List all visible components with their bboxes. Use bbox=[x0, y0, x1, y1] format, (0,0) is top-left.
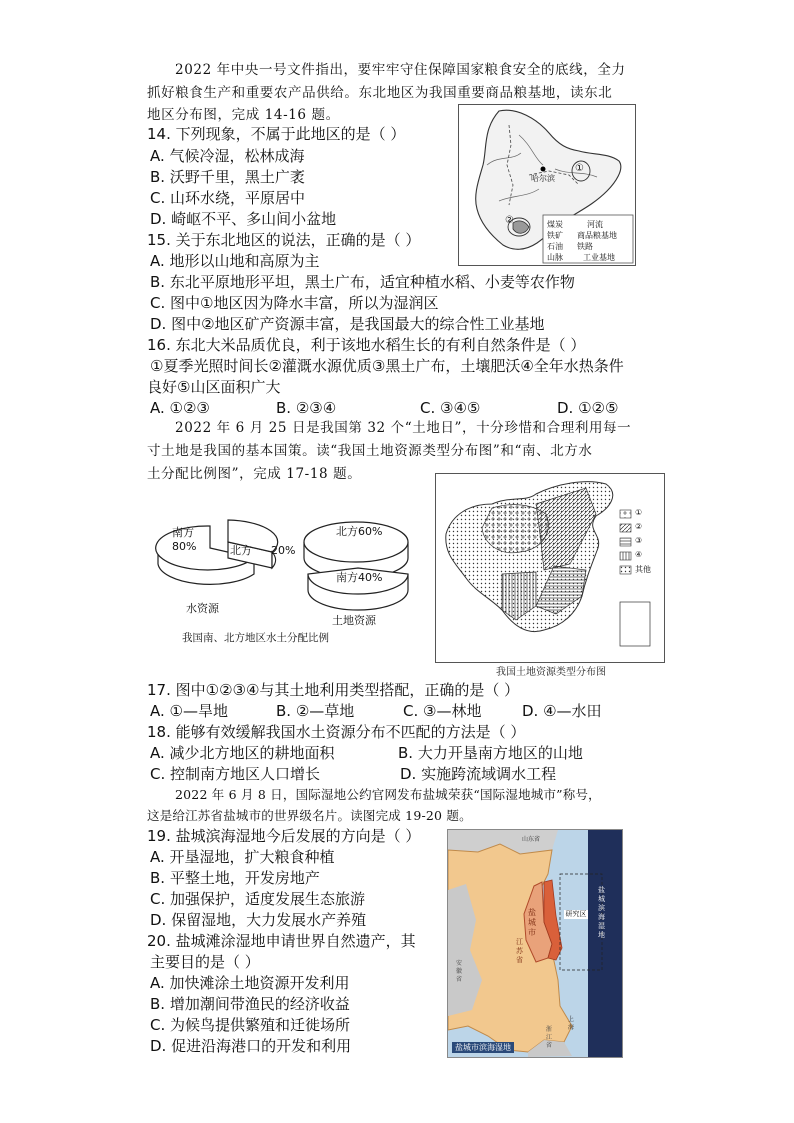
region-1-label: ① bbox=[575, 163, 584, 174]
q20-stem-line2: 主要目的是（ ） bbox=[150, 953, 260, 971]
shandong-label: 山东省 bbox=[522, 836, 541, 843]
legend-mountain: 山脉 bbox=[547, 253, 563, 262]
q19-option-b[interactable]: B. 平整土地，开发房地产 bbox=[150, 869, 320, 887]
legend-railway: 铁路 bbox=[577, 242, 593, 251]
q16-option-a[interactable]: A. ①②③ bbox=[150, 399, 210, 417]
q18-option-a[interactable]: A. 减少北方地区的耕地面积 bbox=[150, 744, 335, 762]
q15-stem: 15. 关于东北地区的说法，正确的是（ ） bbox=[147, 231, 421, 249]
land-north-label: 北方60% bbox=[336, 525, 383, 538]
q20-stem-line1: 20. 盐城滩涂湿地申请世界自然遗产，其 bbox=[147, 932, 416, 950]
q16-option-b[interactable]: B. ②③④ bbox=[276, 399, 337, 417]
legend-river: 河流 bbox=[587, 220, 603, 229]
q18-option-b[interactable]: B. 大力开垦南方地区的山地 bbox=[398, 744, 583, 762]
legend-3: ③ bbox=[635, 536, 643, 545]
q17-option-c[interactable]: C. ③—林地 bbox=[403, 702, 482, 720]
land-caption: 土地资源 bbox=[332, 614, 376, 627]
q19-option-d[interactable]: D. 保留湿地，大力发展水产养殖 bbox=[150, 911, 367, 929]
yancheng-map-caption: 盐城市滨海湿地 bbox=[452, 1042, 514, 1053]
yancheng-map-drawing bbox=[448, 830, 622, 1057]
legend-iron: 铁矿 bbox=[547, 231, 563, 240]
q14-option-a[interactable]: A. 气候冷湿，松林成海 bbox=[150, 147, 305, 165]
legend-oil: 石油 bbox=[547, 242, 563, 251]
water-south-pct: 80% bbox=[172, 540, 197, 553]
intro3-line1: 2022 年 6 月 8 日，国际湿地公约官网发布盐城荣获“国际湿地城市”称号， bbox=[175, 787, 601, 802]
land-south-label: 南方40% bbox=[336, 571, 383, 584]
q16-line2: ①夏季光照时间长②灌溉水源优质③黑土广布，土壤肥沃④全年水热条件 bbox=[150, 357, 624, 375]
q14-option-d[interactable]: D. 崎岖不平、多山间小盆地 bbox=[150, 210, 337, 228]
q20-option-b[interactable]: B. 增加潮间带渔民的经济收益 bbox=[150, 995, 350, 1013]
harbin-label: 哈尔滨 bbox=[531, 174, 555, 183]
q17-option-d[interactable]: D. ④—水田 bbox=[522, 702, 602, 720]
china-land-map-drawing bbox=[436, 474, 664, 662]
q19-option-c[interactable]: C. 加强保护，适度发展生态旅游 bbox=[150, 890, 366, 908]
q15-option-c[interactable]: C. 图中①地区因为降水丰富，所以为湿润区 bbox=[150, 294, 439, 312]
zhejiang-label: 浙江省 bbox=[546, 1026, 553, 1049]
water-land-pie-figure bbox=[150, 512, 420, 648]
legend-1: ① bbox=[635, 508, 643, 517]
yancheng-label: 盐城市 bbox=[528, 908, 536, 937]
pie-figure-title: 我国南、北方地区水土分配比例 bbox=[182, 632, 329, 644]
q15-option-d[interactable]: D. 图中②地区矿产资源丰富，是我国最大的综合性工业基地 bbox=[150, 315, 545, 333]
q20-option-a[interactable]: A. 加快滩涂土地资源开发利用 bbox=[150, 974, 350, 992]
legend-grain-base: 商品粮基地 bbox=[577, 231, 617, 240]
q20-option-d[interactable]: D. 促进沿海港口的开发和利用 bbox=[150, 1037, 352, 1055]
water-caption: 水资源 bbox=[186, 602, 219, 615]
q16-stem: 16. 东北大米品质优良，利于该地水稻生长的有利自然条件是（ ） bbox=[147, 336, 586, 354]
intro2-line1: 2022 年 6 月 25 日是我国第 32 个“土地日”，十分珍惜和合理利用每一 bbox=[175, 420, 632, 436]
q14-option-b[interactable]: B. 沃野千里，黑土广袤 bbox=[150, 168, 305, 186]
q20-option-c[interactable]: C. 为候鸟提供繁殖和迁徙场所 bbox=[150, 1016, 351, 1034]
q17-stem: 17. 图中①②③④与其土地利用类型搭配，正确的是（ ） bbox=[147, 681, 520, 699]
intro2-line3: 土分配比例图”，完成 17-18 题。 bbox=[147, 466, 362, 482]
q14-option-c[interactable]: C. 山环水绕，平原居中 bbox=[150, 189, 306, 207]
q17-option-b[interactable]: B. ②—草地 bbox=[276, 702, 355, 720]
legend-other: 其他 bbox=[635, 565, 651, 574]
legend-2: ② bbox=[635, 522, 643, 531]
intro1-line2: 抓好粮食生产和重要农产品供给。东北地区为我国重要商品粮基地，读东北 bbox=[147, 85, 613, 101]
water-north-label: 北方 bbox=[230, 544, 252, 557]
intro2-line2: 寸土地是我国的基本国策。读“我国土地资源类型分布图”和“南、北方水 bbox=[147, 443, 593, 459]
region-2-label: ② bbox=[505, 215, 514, 226]
shanghai-label: 上海 bbox=[568, 1016, 575, 1031]
q18-option-d[interactable]: D. 实施跨流域调水工程 bbox=[400, 765, 557, 783]
anhui-label: 安徽省 bbox=[456, 960, 463, 983]
china-land-map-caption: 我国土地资源类型分布图 bbox=[496, 667, 606, 678]
q15-option-b[interactable]: B. 东北平原地形平坦，黑土广布，适宜种植水稻、小麦等农作物 bbox=[150, 273, 575, 291]
china-land-map bbox=[435, 473, 665, 663]
water-north-pct: 20% bbox=[271, 544, 296, 557]
intro1-line3: 地区分布图，完成 14-16 题。 bbox=[147, 107, 340, 123]
q16-option-d[interactable]: D. ①②⑤ bbox=[557, 399, 619, 417]
q16-option-c[interactable]: C. ③④⑤ bbox=[420, 399, 481, 417]
coastal-wetland-label: 盐城滨海湿地 bbox=[598, 886, 605, 939]
yancheng-wetland-map bbox=[447, 829, 623, 1058]
q17-option-a[interactable]: A. ①—旱地 bbox=[150, 702, 228, 720]
jiangsu-label: 江苏省 bbox=[516, 938, 523, 964]
research-area-label: 研究区 bbox=[565, 910, 587, 918]
intro3-line2: 这是给江苏省盐城市的世界级名片。读图完成 19-20 题。 bbox=[147, 808, 472, 823]
q16-line3: 良好⑤山区面积广大 bbox=[147, 378, 281, 396]
legend-industrial-base: 工业基地 bbox=[583, 253, 615, 262]
water-south-label: 南方 bbox=[172, 526, 194, 539]
q19-stem: 19. 盐城滨海湿地今后发展的方向是（ ） bbox=[147, 827, 421, 845]
legend-coal: 煤炭 bbox=[547, 220, 563, 229]
q18-option-c[interactable]: C. 控制南方地区人口增长 bbox=[150, 765, 321, 783]
q18-stem: 18. 能够有效缓解我国水土资源分布不匹配的方法是（ ） bbox=[147, 723, 526, 741]
intro1-line1: 2022 年中央一号文件指出，要牢牢守住保障国家粮食安全的底线，全力 bbox=[175, 62, 626, 78]
q15-option-a[interactable]: A. 地形以山地和高原为主 bbox=[150, 252, 320, 270]
q14-stem: 14. 下列现象，不属于此地区的是（ ） bbox=[147, 125, 406, 143]
harbin-dot bbox=[541, 167, 546, 172]
northeast-map bbox=[458, 104, 636, 266]
q19-option-a[interactable]: A. 开垦湿地，扩大粮食种植 bbox=[150, 848, 335, 866]
legend-4: ④ bbox=[635, 550, 643, 559]
